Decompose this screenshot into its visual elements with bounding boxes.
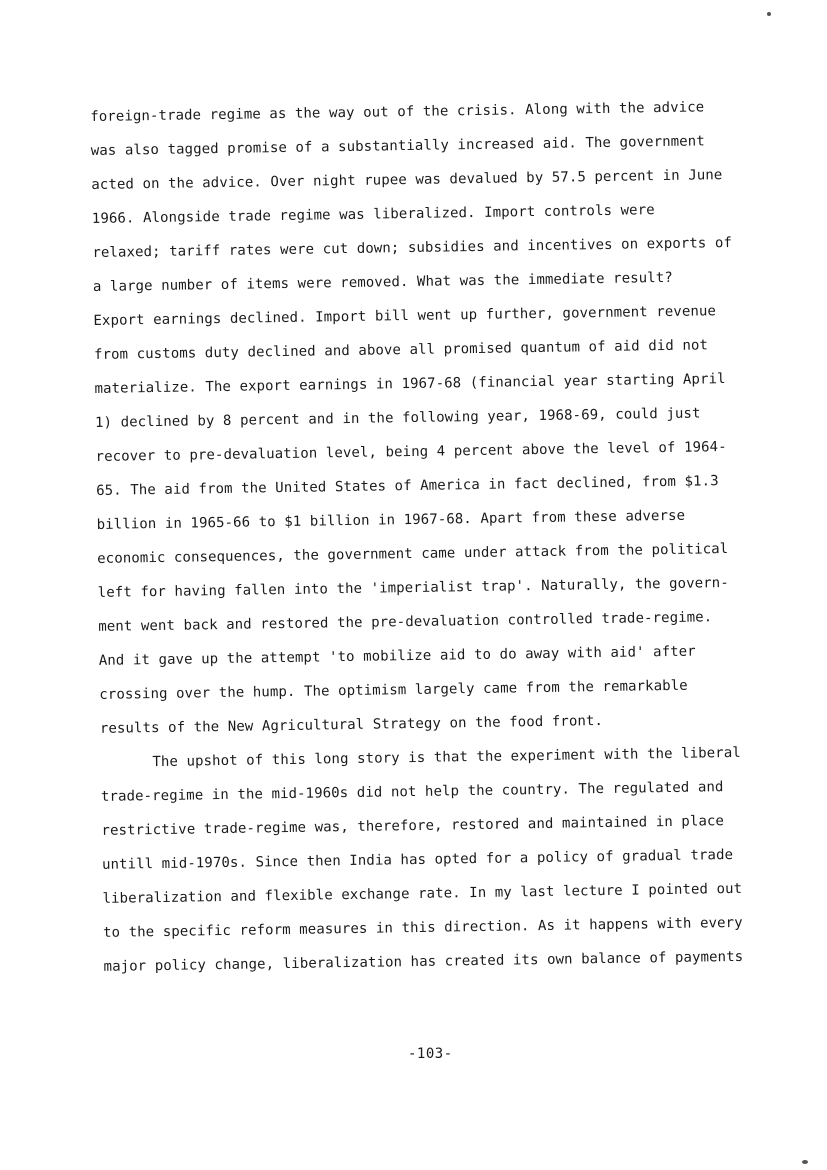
- text-line: liberalization and flexible exchange rate. In my last lecture I pointed out: [102, 880, 743, 907]
- text-line: left for having fallen into the 'imperialist trap'. Naturally, the govern-: [97, 575, 729, 601]
- text-line: a large number of items were removed. What was the immediate result?: [92, 269, 673, 295]
- text-line: materialize. The export earnings in 1967-68 (financial year starting April: [94, 371, 726, 397]
- text-line: restrictive trade-regime was, therefore, restored and maintained in place: [101, 813, 725, 839]
- text-line: And it gave up the attempt 'to mobilize aid to do away with aid' after: [98, 643, 696, 669]
- text-line: 1) declined by 8 percent and in the following year, 1968-69, could just: [94, 405, 701, 431]
- page-number: -103-: [408, 1046, 453, 1062]
- text-line: major policy change, liberalization has created its own balance of payments: [103, 948, 744, 975]
- text-line: recover to pre-devaluation level, being 4 percent above the level of 1964-: [95, 439, 727, 465]
- text-line: was also tagged promise of a substantially increased aid. The government: [90, 133, 705, 159]
- paragraph-start-line: The upshot of this long story is that the experiment with the liberal: [152, 744, 741, 771]
- text-line: economic consequences, the government came under attack from the political: [97, 541, 729, 567]
- text-line: untill mid-1970s. Since then India has opted for a policy of gradual trade: [101, 846, 734, 873]
- text-line: from customs duty declined and above all promised quantum of aid did not: [93, 337, 709, 363]
- scan-speck: [767, 12, 771, 16]
- text-line: 65. The aid from the United States of America in fact declined, from $1.3: [96, 473, 719, 499]
- text-line: foreign-trade regime as the way out of the crisis. Along with the advice: [90, 99, 705, 125]
- text-line: relaxed; tariff rates were cut down; subsidies and incentives on exports of: [92, 234, 733, 261]
- text-line: to the specific reform measures in this direction. As it happens with every: [102, 914, 743, 941]
- text-line: ment went back and restored the pre-devaluation controlled trade-regime.: [98, 609, 713, 635]
- scan-speck: [802, 1160, 808, 1164]
- text-line: results of the New Agricultural Strategy on the food front.: [99, 713, 604, 737]
- text-line: acted on the advice. Over night rupee was devalued by 57.5 percent in June: [91, 167, 723, 193]
- body-text: [90, 90, 754, 984]
- text-line: trade-regime in the mid-1960s did not help the country. The regulated and: [100, 779, 724, 805]
- text-line: Export earnings declined. Import bill went up further, government revenue: [93, 303, 717, 329]
- text-line: 1966. Alongside trade regime was liberalized. Import controls were: [91, 202, 655, 227]
- text-line: crossing over the hump. The optimism largely came from the remarkable: [99, 677, 688, 703]
- text-line: billion in 1965-66 to $1 billion in 1967-68. Apart from these adverse: [96, 507, 686, 533]
